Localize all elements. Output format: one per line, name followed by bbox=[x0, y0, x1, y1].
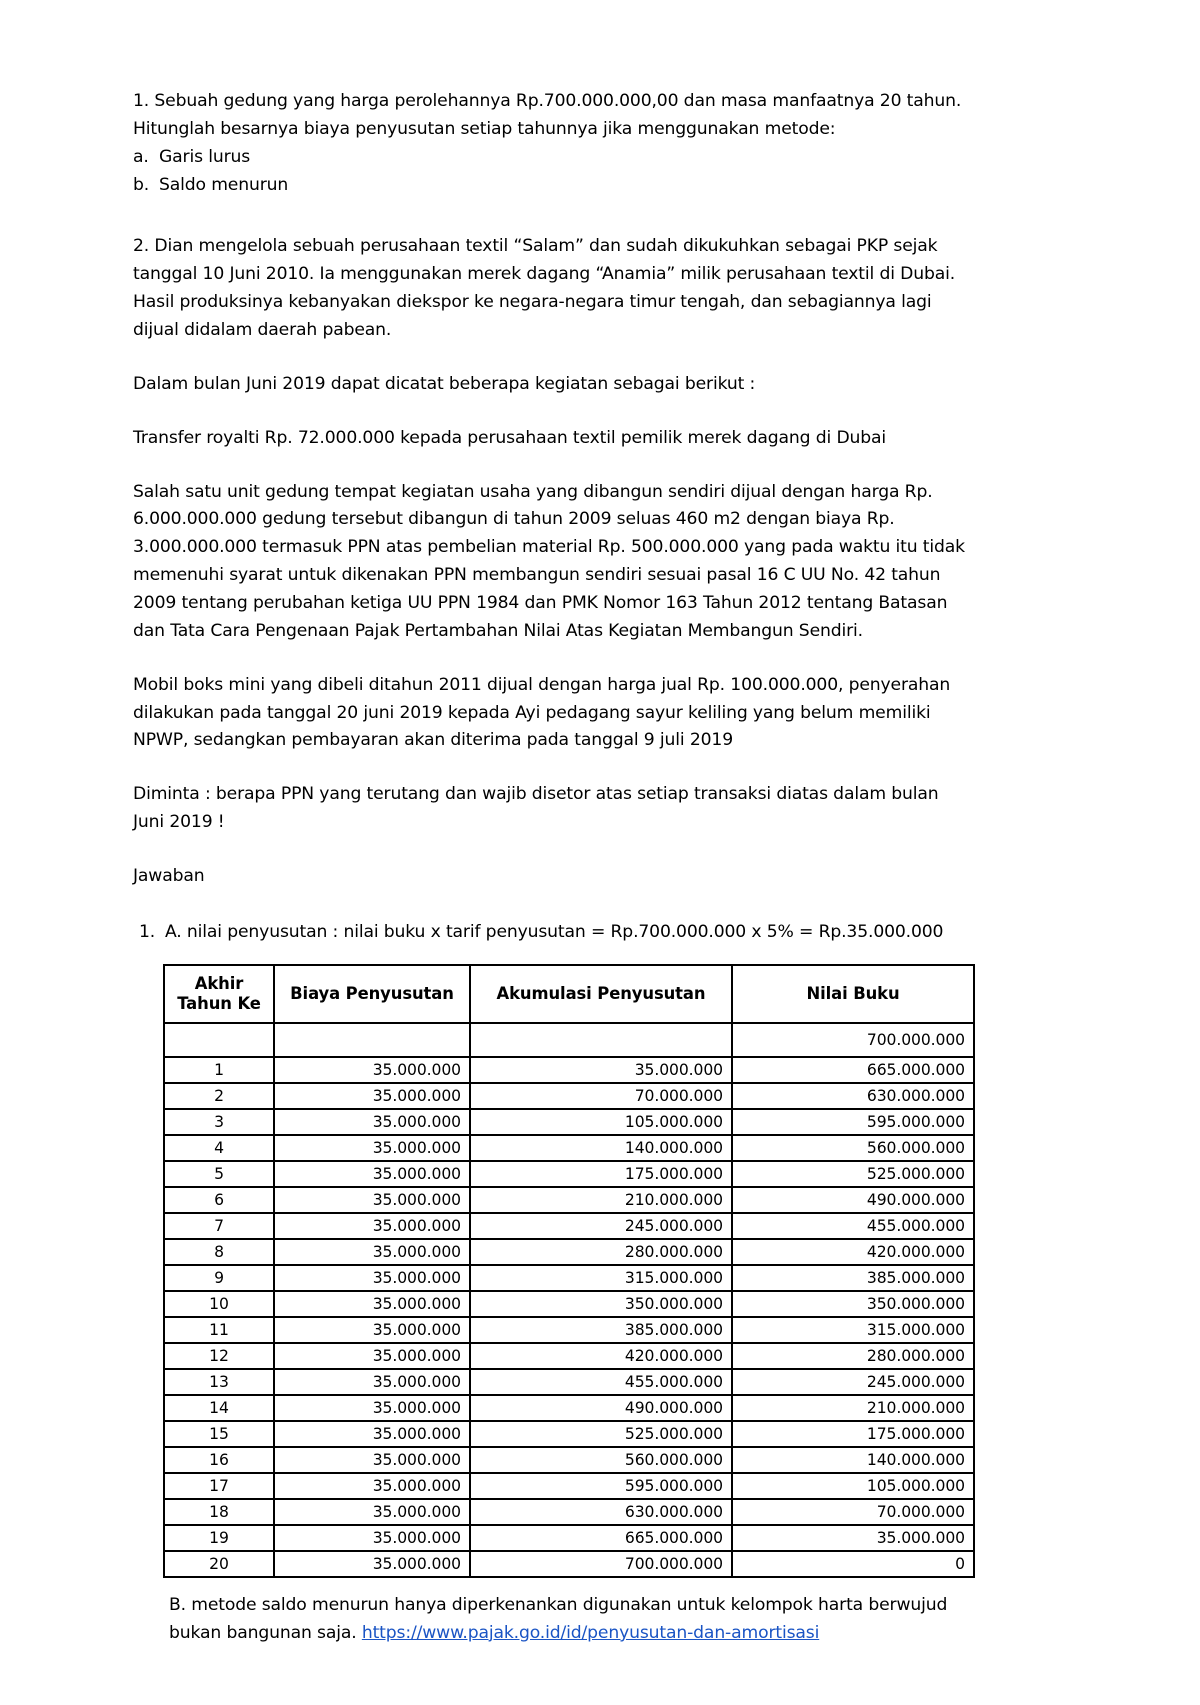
cell-akumulasi bbox=[470, 1023, 732, 1057]
cell-year: 9 bbox=[164, 1265, 274, 1291]
question-2-diminta: Diminta : berapa PPN yang terutang dan wajib disetor atas setiap transaksi diatas dalam bulan Juni 2019 ! bbox=[133, 784, 939, 833]
cell-year: 15 bbox=[164, 1421, 274, 1447]
cell-nilai-buku: 175.000.000 bbox=[732, 1421, 974, 1447]
table-row bbox=[164, 1291, 974, 1317]
cell-year: 5 bbox=[164, 1161, 274, 1187]
option-a-label: Garis lurus bbox=[159, 146, 251, 167]
note-b-text: B. metode saldo menurun hanya diperkenankan digunakan untuk kelompok harta berwujud bukan bangunan saja. bbox=[169, 1594, 948, 1643]
column-header-biaya-penyusutan: Biaya Penyusutan bbox=[274, 965, 470, 1022]
cell-nilai-buku: 350.000.000 bbox=[732, 1291, 974, 1317]
cell-biaya: 35.000.000 bbox=[274, 1187, 470, 1213]
cell-year: 10 bbox=[164, 1291, 274, 1317]
cell-akumulasi: 630.000.000 bbox=[470, 1499, 732, 1525]
cell-akumulasi: 420.000.000 bbox=[470, 1343, 732, 1369]
pajak-go-id-link[interactable]: https://www.pajak.go.id/id/penyusutan-dan-amortisasi bbox=[361, 1622, 820, 1643]
cell-nilai-buku: 140.000.000 bbox=[732, 1447, 974, 1473]
cell-nilai-buku: 210.000.000 bbox=[732, 1395, 974, 1421]
cell-biaya: 35.000.000 bbox=[274, 1525, 470, 1551]
cell-nilai-buku: 630.000.000 bbox=[732, 1083, 974, 1109]
cell-year: 6 bbox=[164, 1187, 274, 1213]
transaction-royalti: Transfer royalti Rp. 72.000.000 kepada perusahaan textil pemilik merek dagang di Dubai bbox=[133, 427, 887, 448]
table-row bbox=[164, 1551, 974, 1577]
cell-nilai-buku: 245.000.000 bbox=[732, 1369, 974, 1395]
cell-year: 7 bbox=[164, 1213, 274, 1239]
cell-year: 12 bbox=[164, 1343, 274, 1369]
cell-akumulasi: 490.000.000 bbox=[470, 1395, 732, 1421]
table-row bbox=[164, 1161, 974, 1187]
cell-nilai-buku: 490.000.000 bbox=[732, 1187, 974, 1213]
cell-year: 3 bbox=[164, 1109, 274, 1135]
option-b-label: Saldo menurun bbox=[159, 174, 289, 195]
cell-nilai-buku: 525.000.000 bbox=[732, 1161, 974, 1187]
question-1-option-a bbox=[133, 144, 1080, 172]
answer-item-1 bbox=[133, 919, 1080, 947]
cell-biaya: 35.000.000 bbox=[274, 1369, 470, 1395]
table-row bbox=[164, 1395, 974, 1421]
cell-akumulasi: 105.000.000 bbox=[470, 1109, 732, 1135]
cell-akumulasi: 385.000.000 bbox=[470, 1317, 732, 1343]
cell-biaya: 35.000.000 bbox=[274, 1265, 470, 1291]
question-2-lead: Dalam bulan Juni 2019 dapat dicatat beberapa kegiatan sebagai berikut : bbox=[133, 373, 756, 394]
table-row bbox=[164, 1317, 974, 1343]
cell-akumulasi: 595.000.000 bbox=[470, 1473, 732, 1499]
depreciation-table bbox=[163, 964, 975, 1577]
table-row bbox=[164, 1343, 974, 1369]
table-row bbox=[164, 1473, 974, 1499]
cell-nilai-buku: 0 bbox=[732, 1551, 974, 1577]
cell-nilai-buku: 665.000.000 bbox=[732, 1057, 974, 1083]
cell-akumulasi: 280.000.000 bbox=[470, 1239, 732, 1265]
option-a-marker: a. bbox=[133, 146, 149, 167]
column-header-akumulasi-penyusutan: Akumulasi Penyusutan bbox=[470, 965, 732, 1022]
table-row bbox=[164, 1499, 974, 1525]
cell-biaya: 35.000.000 bbox=[274, 1083, 470, 1109]
cell-nilai-buku: 560.000.000 bbox=[732, 1135, 974, 1161]
table-row-opening bbox=[164, 1023, 974, 1057]
cell-nilai-buku: 315.000.000 bbox=[732, 1317, 974, 1343]
cell-akumulasi: 175.000.000 bbox=[470, 1161, 732, 1187]
cell-biaya: 35.000.000 bbox=[274, 1291, 470, 1317]
cell-year: 18 bbox=[164, 1499, 274, 1525]
cell-nilai-buku: 280.000.000 bbox=[732, 1343, 974, 1369]
cell-nilai-buku: 595.000.000 bbox=[732, 1109, 974, 1135]
cell-akumulasi: 210.000.000 bbox=[470, 1187, 732, 1213]
answer-number: 1. bbox=[139, 921, 156, 942]
answer-heading: Jawaban bbox=[133, 866, 205, 887]
cell-nilai-buku: 105.000.000 bbox=[732, 1473, 974, 1499]
cell-biaya: 35.000.000 bbox=[274, 1421, 470, 1447]
cell-year: 1 bbox=[164, 1057, 274, 1083]
table-row bbox=[164, 1109, 974, 1135]
cell-year: 2 bbox=[164, 1083, 274, 1109]
cell-akumulasi: 35.000.000 bbox=[470, 1057, 732, 1083]
cell-akumulasi: 525.000.000 bbox=[470, 1421, 732, 1447]
cell-biaya: 35.000.000 bbox=[274, 1343, 470, 1369]
cell-nilai-buku: 700.000.000 bbox=[732, 1023, 974, 1057]
table-header-row bbox=[164, 965, 974, 1022]
cell-biaya: 35.000.000 bbox=[274, 1135, 470, 1161]
table-row bbox=[164, 1213, 974, 1239]
cell-akumulasi: 315.000.000 bbox=[470, 1265, 732, 1291]
answer-note-b bbox=[133, 1592, 999, 1648]
cell-biaya: 35.000.000 bbox=[274, 1447, 470, 1473]
question-1-option-b bbox=[133, 172, 1080, 200]
table-row bbox=[164, 1525, 974, 1551]
cell-biaya bbox=[274, 1023, 470, 1057]
transaction-mobil: Mobil boks mini yang dibeli ditahun 2011 dijual dengan harga jual Rp. 100.000.000, penyerahan dilakukan pada tanggal 20 juni 2019 kepada Ayi pedagang sayur keliling yang belum memiliki NPWP, sedangkan pembayaran akan diterima pada tanggal 9 juli 2019 bbox=[133, 674, 951, 751]
table-row bbox=[164, 1421, 974, 1447]
cell-nilai-buku: 385.000.000 bbox=[732, 1265, 974, 1291]
cell-biaya: 35.000.000 bbox=[274, 1057, 470, 1083]
cell-biaya: 35.000.000 bbox=[274, 1239, 470, 1265]
cell-biaya: 35.000.000 bbox=[274, 1109, 470, 1135]
cell-year: 13 bbox=[164, 1369, 274, 1395]
cell-biaya: 35.000.000 bbox=[274, 1551, 470, 1577]
header-line-1: Akhir bbox=[194, 974, 244, 994]
cell-year: 11 bbox=[164, 1317, 274, 1343]
cell-akumulasi: 70.000.000 bbox=[470, 1083, 732, 1109]
header-line-2: Tahun Ke bbox=[177, 994, 261, 1014]
cell-year: 19 bbox=[164, 1525, 274, 1551]
cell-akumulasi: 665.000.000 bbox=[470, 1525, 732, 1551]
cell-year: 4 bbox=[164, 1135, 274, 1161]
cell-biaya: 35.000.000 bbox=[274, 1499, 470, 1525]
cell-year bbox=[164, 1023, 274, 1057]
table-row bbox=[164, 1447, 974, 1473]
cell-biaya: 35.000.000 bbox=[274, 1395, 470, 1421]
cell-year: 17 bbox=[164, 1473, 274, 1499]
answer-line-a: A. nilai penyusutan : nilai buku x tarif penyusutan = Rp.700.000.000 x 5% = Rp.35.000.000 bbox=[165, 921, 944, 942]
table-row bbox=[164, 1265, 974, 1291]
table-body bbox=[164, 1023, 974, 1577]
cell-akumulasi: 245.000.000 bbox=[470, 1213, 732, 1239]
column-header-akhir-tahun-ke bbox=[164, 965, 274, 1022]
cell-biaya: 35.000.000 bbox=[274, 1161, 470, 1187]
question-1-text: 1. Sebuah gedung yang harga perolehannya Rp.700.000.000,00 dan masa manfaatnya 20 tahun. Hitunglah besarnya biaya penyusutan setiap tahunnya jika menggunakan metode: bbox=[133, 91, 962, 139]
cell-biaya: 35.000.000 bbox=[274, 1213, 470, 1239]
cell-year: 8 bbox=[164, 1239, 274, 1265]
cell-akumulasi: 350.000.000 bbox=[470, 1291, 732, 1317]
cell-nilai-buku: 35.000.000 bbox=[732, 1525, 974, 1551]
cell-akumulasi: 140.000.000 bbox=[470, 1135, 732, 1161]
table-row bbox=[164, 1057, 974, 1083]
cell-akumulasi: 700.000.000 bbox=[470, 1551, 732, 1577]
cell-nilai-buku: 420.000.000 bbox=[732, 1239, 974, 1265]
option-b-marker: b. bbox=[133, 174, 150, 195]
cell-akumulasi: 455.000.000 bbox=[470, 1369, 732, 1395]
cell-year: 20 bbox=[164, 1551, 274, 1577]
table-row bbox=[164, 1187, 974, 1213]
cell-nilai-buku: 455.000.000 bbox=[732, 1213, 974, 1239]
transaction-gedung: Salah satu unit gedung tempat kegiatan usaha yang dibangun sendiri dijual dengan harga Rp. 6.000.000.000 gedung tersebut dibangun di tahun 2009 seluas 460 m2 dengan biaya Rp. 3.000.000.000 termasuk PPN atas pembelian material Rp. 500.000.000 yang pada waktu itu tidak memenuhi syarat untuk dikenakan PPN membangun sendiri sesuai pasal 16 C UU No. 42 tahun 2009 tentang perubahan ketiga UU PPN 1984 dan PMK Nomor 163 Tahun 2012 tentang Batasan dan Tata Cara Pengenaan Pajak Pertambahan Nilai Atas Kegiatan Membangun Sendiri. bbox=[133, 481, 965, 641]
table-row bbox=[164, 1369, 974, 1395]
table-row bbox=[164, 1135, 974, 1161]
cell-biaya: 35.000.000 bbox=[274, 1473, 470, 1499]
cell-akumulasi: 560.000.000 bbox=[470, 1447, 732, 1473]
cell-year: 16 bbox=[164, 1447, 274, 1473]
cell-year: 14 bbox=[164, 1395, 274, 1421]
table-row bbox=[164, 1239, 974, 1265]
table-row bbox=[164, 1083, 974, 1109]
question-2-intro: 2. Dian mengelola sebuah perusahaan textil “Salam” dan sudah dikukuhkan sebagai PKP sejak tanggal 10 Juni 2010. Ia menggunakan merek dagang “Anamia” milik perusahaan textil di Dubai. Hasil produksinya kebanyakan diekspor ke negara-negara timur tengah, dan sebagiannya lagi dijual didalam daerah pabean. bbox=[133, 236, 956, 341]
column-header-nilai-buku: Nilai Buku bbox=[732, 965, 974, 1022]
cell-nilai-buku: 70.000.000 bbox=[732, 1499, 974, 1525]
cell-biaya: 35.000.000 bbox=[274, 1317, 470, 1343]
